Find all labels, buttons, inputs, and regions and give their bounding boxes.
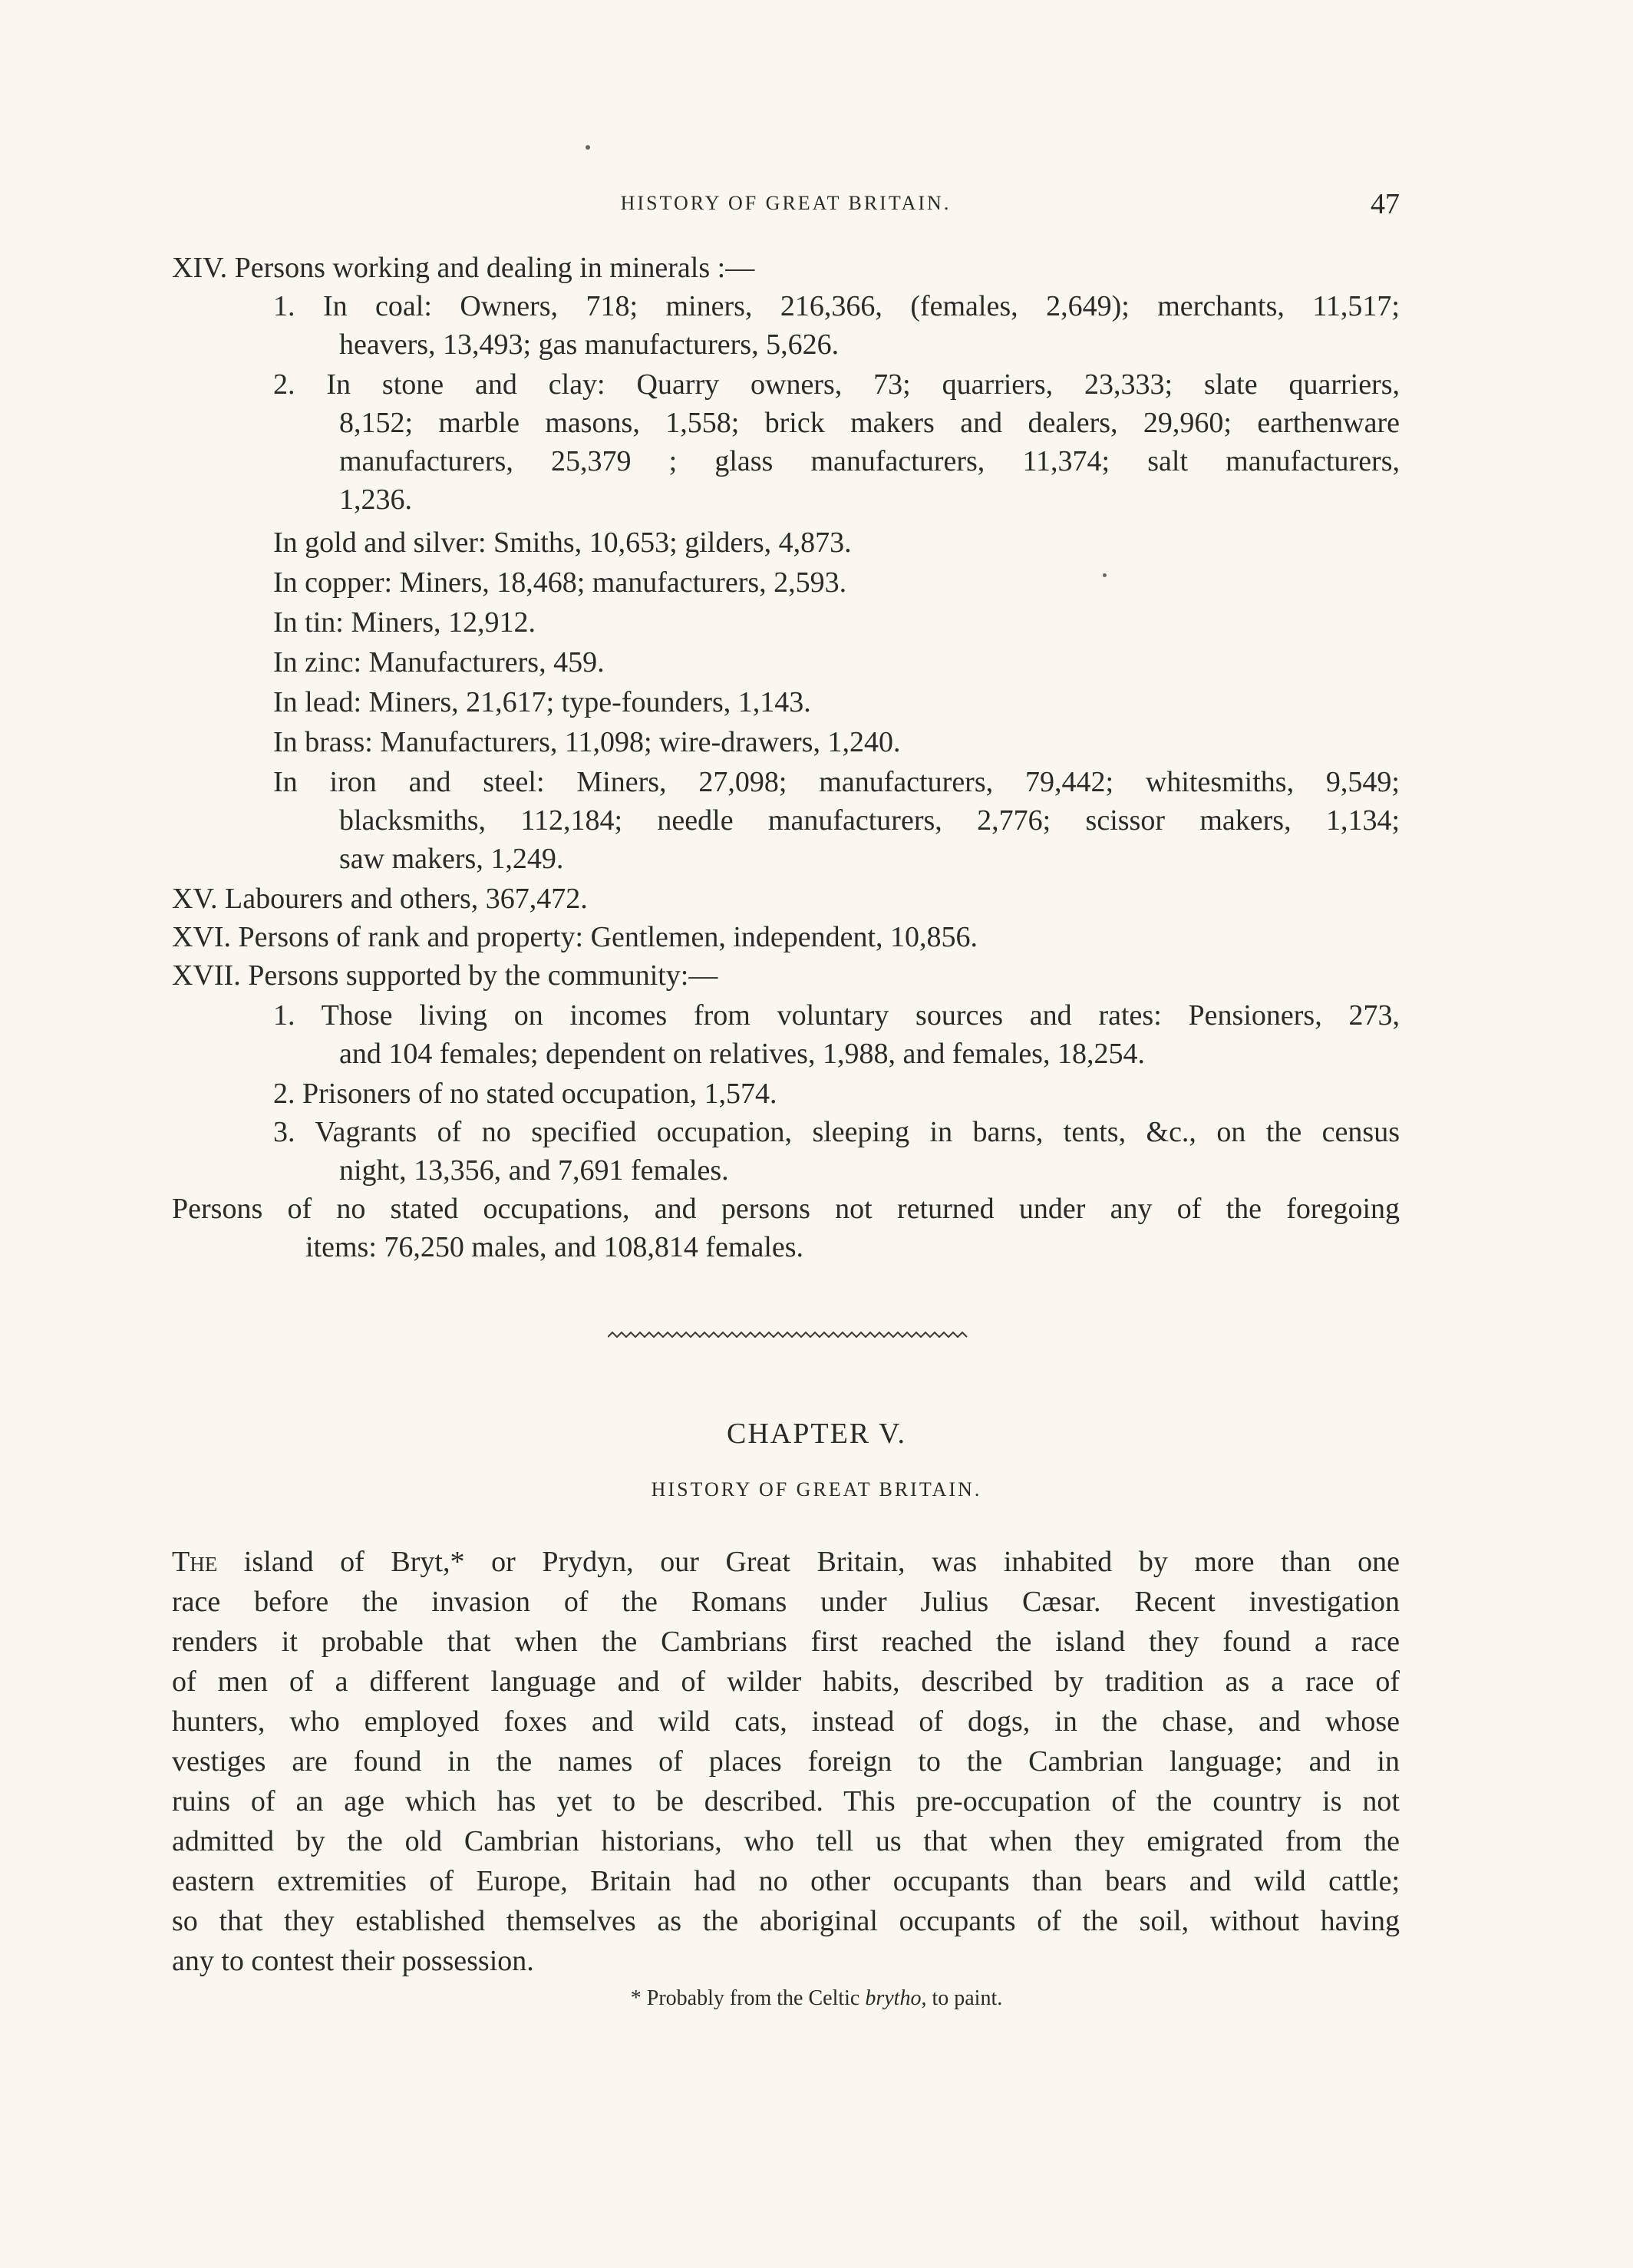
- list-item-vagrants: 3. Vagrants of no specified occupation, sleeping in barns, tents, &c., on the census: [273, 1116, 1400, 1148]
- list-item-zinc: In zinc: Manufacturers, 459.: [273, 646, 605, 678]
- stray-mark: [586, 145, 590, 150]
- list-item-stone-cont: 8,152; marble masons, 1,558; brick makers and dealers, 29,960; earthenware: [339, 407, 1400, 439]
- running-title: HISTORY OF GREAT BRITAIN.: [620, 192, 952, 214]
- list-item-iron: In iron and steel: Miners, 27,098; manufacturers, 79,442; whitesmiths, 9,549;: [273, 766, 1400, 798]
- list-item-no-occupation-cont: items: 76,250 males, and 108,814 females.: [305, 1231, 804, 1263]
- footnote-italic: brytho: [865, 1986, 922, 2010]
- list-item-voluntary: 1. Those living on incomes from voluntary sources and rates: Pensioners, 273,: [273, 999, 1400, 1032]
- body-line-rest: island of Bryt,* or Prydyn, our Great Britain, was inhabited by more than one: [217, 1546, 1400, 1578]
- list-item-stone-cont: manufacturers, 25,379 ; glass manufacturers, 11,374; salt manufacturers,: [339, 445, 1400, 477]
- body-line: renders it probable that when the Cambrians first reached the island they found a race: [172, 1626, 1400, 1658]
- list-item-stone: 2. In stone and clay: Quarry owners, 73; quarriers, 23,333; slate quarriers,: [273, 368, 1400, 401]
- body-line: any to contest their possession.: [172, 1945, 534, 1977]
- body-line: ruins of an age which has yet to be described. This pre-occupation of the country is not: [172, 1785, 1400, 1817]
- list-heading-xvii: XVII. Persons supported by the community:—: [172, 959, 718, 992]
- list-item-voluntary-cont: and 104 females; dependent on relatives, 1,988, and females, 18,254.: [339, 1038, 1145, 1070]
- body-line: admitted by the old Cambrian historians, who tell us that when they emigrated from the: [172, 1825, 1400, 1857]
- list-item-gold: In gold and silver: Smiths, 10,653; gilders, 4,873.: [273, 527, 852, 559]
- list-item-iron-cont: blacksmiths, 112,184; needle manufacturers, 2,776; scissor makers, 1,134;: [339, 804, 1400, 837]
- list-heading-xv: XV. Labourers and others, 367,472.: [172, 883, 588, 915]
- footnote-suffix: , to paint.: [921, 1986, 1003, 2010]
- body-line: [172, 1543, 1400, 1581]
- lead-word: The: [172, 1546, 218, 1578]
- list-item-copper: In copper: Miners, 18,468; manufacturers, 2,593.: [273, 566, 847, 599]
- footnote-prefix: * Probably from the Celtic: [630, 1986, 866, 2010]
- list-item-coal-cont: heavers, 13,493; gas manufacturers, 5,626.: [339, 328, 840, 361]
- page-number: 47: [1371, 188, 1400, 220]
- list-item-vagrants-cont: night, 13,356, and 7,691 females.: [339, 1154, 729, 1187]
- list-item-stone-cont: 1,236.: [339, 484, 412, 516]
- list-item-brass: In brass: Manufacturers, 11,098; wire-drawers, 1,240.: [273, 726, 901, 758]
- list-item-prisoners: 2. Prisoners of no stated occupation, 1,574.: [273, 1078, 777, 1110]
- body-line: hunters, who employed foxes and wild cats, instead of dogs, in the chase, and whose: [172, 1705, 1400, 1738]
- list-item-no-occupation: Persons of no stated occupations, and persons not returned under any of the foregoing: [172, 1193, 1400, 1225]
- body-line: race before the invasion of the Romans under Julius Cæsar. Recent investigation: [172, 1586, 1400, 1618]
- stray-mark: [1103, 573, 1107, 577]
- body-line: eastern extremities of Europe, Britain had no other occupants than bears and wild cattle;: [172, 1865, 1400, 1897]
- list-heading-xvi: XVI. Persons of rank and property: Gentlemen, independent, 10,856.: [172, 921, 978, 953]
- list-item-tin: In tin: Miners, 12,912.: [273, 606, 536, 639]
- list-item-iron-cont: saw makers, 1,249.: [339, 843, 564, 875]
- list-item-coal: 1. In coal: Owners, 718; miners, 216,366, (females, 2,649); merchants, 11,517;: [273, 290, 1400, 322]
- body-line: vestiges are found in the names of places foreign to the Cambrian language; and in: [172, 1745, 1400, 1778]
- wavy-divider: [608, 1328, 968, 1343]
- list-heading-xiv: XIV. Persons working and dealing in minerals :—: [172, 252, 755, 284]
- chapter-subtitle: HISTORY OF GREAT BRITAIN.: [651, 1478, 982, 1500]
- page-header: [172, 187, 1400, 224]
- footnote: [0, 1986, 1633, 2011]
- body-line: so that they established themselves as the aboriginal occupants of the soil, without having: [172, 1905, 1400, 1937]
- body-line: of men of a different language and of wilder habits, described by tradition as a race of: [172, 1666, 1400, 1698]
- chapter-title: CHAPTER V.: [727, 1418, 906, 1450]
- list-item-lead: In lead: Miners, 21,617; type-founders, 1,143.: [273, 686, 811, 718]
